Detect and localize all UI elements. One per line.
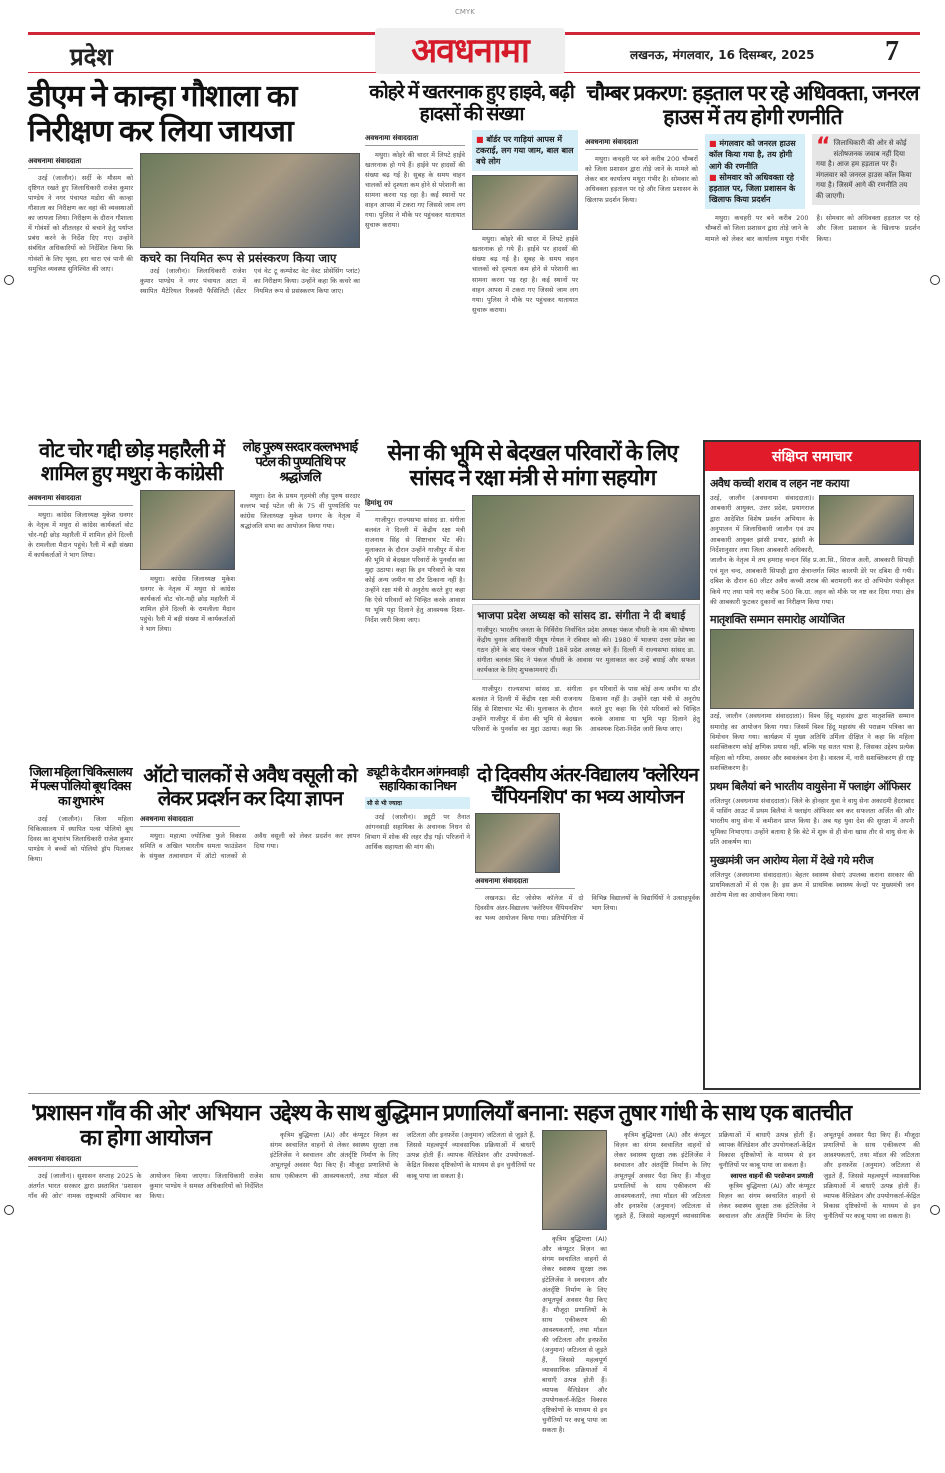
byline: अवधनामा संवाददाता bbox=[28, 157, 133, 169]
article-votechor bbox=[28, 440, 235, 760]
article-prashasan bbox=[28, 1100, 263, 1462]
brief-body: उरई, जालौन (अवधनामा संवाददाता)। विश्व हिंदू महासंघ द्वारा मातृशक्ति सम्मान समारोह का आयोजन किया गया। जिसमें विश्व हिंदू महासंघ की पराक्रम पत्रिका का विमोचन किया गया। कार्यक्रम में मुख्य अतिथि उर्मिला दीक्षित ने कहा कि महिला सशक्तिकरण कोई क्षणिक प्रयास नहीं, बल्कि यह सतत यात्रा है, जिसका उद्देश्य प्रत्येक महिला को गरिमा, अवसर और स्वावलंबन देना है। वास्तव में, नारी सशक्तिकरण ही राष्ट्र सशक्तिकरण है। bbox=[710, 712, 914, 773]
brief-body: ललितपुर (अवधनामा संवाददाता)। बेहतर स्वास्थ्य सेवाएं उपलब्ध कराना सरकार की प्राथमिकताओं में से एक है। इस क्रम में प्राथमिक स्वास्थ्य केन्द्रों पर मुख्यमंत्री जन आरोग्य मेला का आयोजन किया गया। bbox=[710, 870, 914, 900]
article-anganwadi bbox=[365, 765, 470, 1087]
photo-brief bbox=[819, 495, 914, 545]
article-body-cont: कृत्रिम बुद्धिमत्ता (AI) और कंप्यूटर विज़न का संगम स्वचालित वाहनों से लेकर स्वास्थ्य सुरक्षा तक इंटेलिजेंस ने स्वचालन और अंतर्दृष्टि निर्माण के लिए अभूतपूर्व अवसर पैदा किए हैं। मौजूदा प्रणालियों के साथ एकीकरण की आवश्यकताएँ, तथा मॉडल की जटिलता और इनफ़रेंस (अनुमान) जटिलता से जुड़ते हैं, जिससे महत्वपूर्ण व्यावसायिक प्रक्रियाओं में बाधाएँ उत्पन्न होती हैं। व्यापक वैलिडेशन और उपयोगकर्ता-केंद्रित विकास दृष्टिकोणों के माध्यम से इन चुनौतियों पर काबू पाया जा सकता है। स्वायत्त वाहनों की परसेप्शन प्रणाली कृत्रिम बुद्धिमत्ता (AI) और कंप्यूटर विज़न का संगम स्वचालित वाहनों से लेकर स्वास्थ्य सुरक्षा तक इंटेलिजेंस ने स्वचालन और अंतर्दृष्टि निर्माण के लिए अभूतपूर्व अवसर पैदा किए हैं। मौजूदा प्रणालियों के साथ एकीकरण की आवश्यकताएँ, तथा मॉडल की जटिलता और इनफ़रेंस (अनुमान) जटिलता से जुड़ते हैं, जिससे महत्वपूर्ण व्यावसायिक प्रक्रियाओं में बाधाएँ उत्पन्न होती हैं। व्यापक वैलिडेशन और उपयोगकर्ता-केंद्रित विकास दृष्टिकोणों के माध्यम से इन चुनौतियों पर काबू पाया जा सकता है। bbox=[614, 1131, 920, 1220]
highlight-box bbox=[472, 130, 578, 172]
caption-headline: भाजपा प्रदेश अध्यक्ष को सांसद डा. संगीता ने दी बधाई bbox=[477, 609, 686, 622]
section-title: प्रदेश bbox=[70, 45, 113, 71]
headline: ऑटो चालकों से अवैध वसूली को लेकर प्रदर्शन कर दिया ज्ञापन bbox=[143, 765, 357, 810]
headline: कोहरे में खतरनाक हुए हाइवे, बढ़ी हादसों की संख्या bbox=[369, 82, 574, 125]
brief-body: उरई, जालौन (अवधनामा संवाददाता)। आबकारी आयुक्त, उत्तर प्रदेश, प्रयागराज द्वारा आदेशित विशेष प्रवर्तन अभियान के अनुपालन में जिलाधिकारी जालौन एवं उप आबकारी आयुक्त झांसी प्रभार, झांसी के निर्देशानुसार तथा जिला आबकारी अधिकारी, जालौन के नेतृत्व में तय हमराह चन्दन सिंह प्र.आ.सि., सिराज अली, आबकारी सिपाही एवं मूल चन्द, आबकारी सिपाही द्वारा क्षेत्रान्तर्गत स्थित कालपी डेरे पर दबिश दी गयी। दबिश के दौरान 60 लीटर अवैध कच्ची शराब की बरामदगी कर दो अभियोग पंजीकृत किये गए तथा पाये गए करीब 500 कि.ग्रा. लहन को मौके पर नष्ट कर दिया गया। क्षेत्र की आबकारी फुटकर दुकानों का निरीक्षण किया गया। bbox=[710, 494, 914, 606]
short-news-title: संक्षिप्त समाचार bbox=[705, 442, 919, 471]
quote-icon: “ bbox=[816, 134, 831, 160]
photo-brief bbox=[710, 629, 914, 709]
article-body-cont: कृत्रिम बुद्धिमत्ता (AI) और कंप्यूटर विज़न का संगम स्वचालित वाहनों से लेकर स्वास्थ्य सुरक्षा तक इंटेलिजेंस ने स्वचालन और अंतर्दृष्टि निर्माण के लिए अभूतपूर्व अवसर पैदा किए हैं। मौजूदा प्रणालियों के साथ एकीकरण की आवश्यकताएँ, तथा मॉडल की जटिलता और इनफ़रेंस (अनुमान) जटिलता से जुड़ते हैं, जिससे महत्वपूर्ण व्यावसायिक प्रक्रियाओं में बाधाएँ उत्पन्न होती हैं। व्यापक वैलिडेशन और उपयोगकर्ता-केंद्रित विकास दृष्टिकोणों के माध्यम से इन चुनौतियों पर काबू पाया जा सकता है। bbox=[542, 1235, 607, 1435]
highlight: ■ मंगलवार को जनरल हाउस कॉल किया गया है, तय होगी आगे की रणनीति bbox=[709, 138, 801, 172]
subhead: स्वायत्त वाहनों की परसेप्शन प्रणाली bbox=[730, 1171, 814, 1180]
highlight-box bbox=[705, 134, 805, 209]
headline: जिला महिला चिकित्सालय में पल्स पोलियो बूथ दिवस का शुभारंभ bbox=[29, 765, 132, 808]
highlight: ■ सोमवार को अधिवक्ता रहे हड़ताल पर, जिला प्रशासन के खिलाफ किया प्रदर्शन bbox=[709, 172, 801, 206]
photo-sena bbox=[472, 495, 700, 600]
article-body: उरई (जालौन)। सर्दी के मौसम को दृष्टिगत रखते हुए जिलाधिकारी राजेश कुमार पाण्डेय ने नगर पंचायत मडोरा की कान्हा गौशाला का निरीक्षण कर वहां की व्यवस्थाओं का जायजा लिया। निरीक्षण के दौरान गौशाला में गोवंशों को शीतलहर से बचाने हेतु पर्याप्त प्रबंध करने के निर्देश दिए गए। उन्होंने संबंधित अधिकारियों को निर्देशित किया कि गोवंशों के लिए भूसा, हरा चारा एवं पानी की समुचित व्यवस्था सुनिश्चित की जाए। bbox=[28, 174, 133, 273]
headline: ड्यूटी के दौरान आंगनवाड़ी सहायिका का निधन bbox=[366, 765, 469, 794]
brief-body: ललितपुर (अवधनामा संवाददाता)। जिले के होनहार युवा ने वायु सेना अकादमी हैदराबाद में पासिंग आउट में प्रथम बिलैयां ने फ्लाइंग ऑफिसर बन कर सफलता अर्जित की और भारतीय वायु सेना में कमीशन प्राप्त किया है। अब यह युवा देश की सुरक्षा में अपनी भूमिका निभाएगा। उन्होंने बताया है कि बेटे में शुरू से ही सेना खास तौर से वायु सेना के प्रति आकर्षण था। bbox=[710, 796, 914, 847]
byline: अवधनामा संवाददाता bbox=[365, 134, 465, 146]
brief-headline: मुख्यमंत्री जन आरोग्य मेला में देखे गये मरीज bbox=[710, 853, 873, 867]
article-body: उरई (जालौन)। जिलाधिकारी राजेश कुमार पाण्डेय ने नगर पंचायत आटा में स्थापित मैटेरियल रिकवरी फैसिलिटी (सेंटर एवं वेट टू कम्पोस्ट वेट वेस्ट प्रोसेसिंग प्लांट) का निरीक्षण किया। उन्होंने कहा कि कचरे का नियमित रूप से प्रसंस्करण किया जाए। bbox=[140, 267, 360, 296]
caption-body: गाजीपुर। भारतीय जनता के निर्विरोध निर्वाचित प्रदेश अध्यक्ष पंकज चौधरी के नाम की घोषणा केंद्रीय चुनाव अधिकारी पीयूष गोयल ने रविवार को की। 1980 में भाजपा उत्तर प्रदेश का गठन होने के बाद पंकज चौधरी 18वें प्रदेश अध्यक्ष बने हैं। दिल्ली में राज्यसभा सांसद डा. संगीता बलवंत बिंद ने पंकज चौधरी के आवास पर मुलाकात कर उन्हें बधाई और सफल कार्यकाल के लिए शुभकामनाएं दीं। bbox=[477, 625, 695, 674]
registration-mark-icon bbox=[930, 275, 940, 285]
byline: हिमांशु राय bbox=[365, 499, 465, 511]
byline: अवधनामा संवाददाता bbox=[140, 815, 240, 827]
article-interview bbox=[270, 1100, 920, 1462]
registration-mark-icon bbox=[930, 1205, 940, 1215]
byline: अवधनामा संवाददाता bbox=[585, 138, 698, 150]
headline: 'प्रशासन गाँव की ओर' अभियान का होगा आयोजन bbox=[30, 1100, 261, 1151]
article-sena bbox=[365, 440, 700, 760]
article-body-cont: मथुरा। कांग्रेस जिलाध्यक्ष मुकेश धनगर के नेतृत्व में मथुरा से कांग्रेस कार्यकर्ता वोट चोर-गद्दी छोड़ महारैली में शामिल होने दिल्ली के रामलीला मैदान पहुंचे। रैली में बड़ी संख्या में कार्यकर्ताओं ने भाग लिया। bbox=[140, 575, 235, 634]
photo-interview bbox=[542, 1130, 607, 1230]
article-body: उरई (जालौन)। जिला महिला चिकित्सालय में स्थापित पल्स पोलियो बूथ दिवस का शुभारंभ जिलाधिकारी राजेश कुमार पाण्डेय ने बच्चों को पोलियो ड्रॉप पिलाकर किया। bbox=[28, 815, 133, 864]
article-auto bbox=[140, 765, 360, 1087]
brief-headline: अवैध कच्ची शराब व लहन नष्ट कराया bbox=[710, 477, 849, 490]
headline: सेना की भूमि से बेदखल परिवारों के लिए सांसद ने रक्षा मंत्री से मांगा सहयोग bbox=[387, 440, 678, 491]
sub-headline: कचरे का नियमित रूप से प्रसंस्करण किया जाए bbox=[140, 251, 337, 265]
dateline: लखनऊ, मंगलवार, 16 दिसम्बर, 2025 bbox=[630, 48, 815, 62]
article-body: उरई (जालौन)। सुशासन सप्ताह 2025 के अंतर्गत भारत सरकार द्वारा प्रस्तावित 'प्रशासन गाँव की ओर' नामक राष्ट्रव्यापी अभियान का आयोजन किया जाएगा। जिलाधिकारी राजेश कुमार पाण्डेय ने समस्त अधिकारियों को निर्देशित किया। bbox=[28, 1171, 263, 1200]
cmyk-mark: CMYK bbox=[455, 8, 475, 16]
byline: अवधनामा संवाददाता bbox=[28, 494, 133, 506]
quote-text: जिलाधिकारी की ओर से कोई संतोषजनक जवाब नहीं दिया गया है। आज हम हड़ताल पर हैं। मंगलवार को जनरल हाउस कॉल किया गया है। जिसमें आगे की रणनीति तय की जाएगी। bbox=[816, 139, 912, 200]
brief-headline: मातृशक्ति सम्मान समारोह आयोजित bbox=[710, 613, 845, 627]
article-body: मथुरा। कचहरी पर बने करीब 200 चौम्बरों को जिला प्रशासन द्वारा तोड़े जाने के मामले को लेकर बार कार्यालय मथुरा गंभीर है। सोमवार को अधिवक्ता हड़ताल पर रहे और जिला प्रशासन के खिलाफ प्रदर्शन किया। bbox=[585, 155, 698, 204]
headline: उद्देश्य के साथ बुद्धिमान प्रणालियाँ बनाना: सहज तुषार गांधी के साथ एक बातचीत bbox=[270, 1100, 852, 1125]
headline: दो दिवसीय अंतर-विद्यालय 'क्लेरियन चैंपियनशिप' का भव्य आयोजन bbox=[477, 765, 698, 808]
article-gaushala bbox=[28, 80, 360, 430]
article-body: मथुरा। देश के प्रथम गृहमंत्री लौह पुरुष सरदार वल्लभ भाई पटेल जी के 75 वीं पुण्यतिथि पर कांग्रेस जिलाध्यक्ष मुकेश धनगर के नेतृत्व में श्रद्धांजलि सभा का आयोजन किया गया। bbox=[240, 491, 360, 530]
article-body: मथुरा। महात्मा ज्योतिबा फुले विकास समिति व अखिल भारतीय समता फाउंडेशन के संयुक्त तत्वावधान में ऑटो चालकों से अवैध वसूली को लेकर प्रदर्शन कर ज्ञापन दिया गया। bbox=[140, 832, 360, 861]
byline: अवधनामा संवाददाता bbox=[28, 1155, 138, 1167]
headline: चौम्बर प्रकरण: हड़ताल पर रहे अधिवक्ता, जनरल हाउस में तय होगी रणनीति bbox=[586, 82, 919, 130]
highlight: ■ बॉर्डर पर गाड़ियां आपस में टकराई, लग गया जाम, बाल बाल बचे लोग bbox=[476, 134, 574, 168]
byline: अवधनामा संवाददाता bbox=[475, 877, 575, 889]
divider bbox=[28, 1093, 920, 1094]
article-polio bbox=[28, 765, 133, 1087]
article-body: उरई (जालौन)। ड्यूटी पर तैनात आंगनवाड़ी सहायिका के अचानक निधन से विभाग में शोक की लहर दौड़ गई। परिजनों ने आर्थिक सहायता की मांग की। bbox=[365, 812, 470, 851]
article-chamber bbox=[585, 82, 920, 430]
photo-kohra bbox=[472, 175, 578, 230]
photo-clarion bbox=[475, 813, 560, 873]
article-body: मथुरा। कांग्रेस जिलाध्यक्ष मुकेश धनगर के नेतृत्व में मथुरा से कांग्रेस कार्यकर्ता वोट चोर-गद्दी छोड़ महारैली में शामिल होने दिल्ली के रामलीला मैदान पहुंचे। रैली में बड़ी संख्या में कार्यकर्ताओं ने भाग लिया। bbox=[28, 511, 133, 560]
article-body: कृत्रिम बुद्धिमत्ता (AI) और कंप्यूटर विज़न का संगम स्वचालित वाहनों से लेकर स्वास्थ्य सुरक्षा तक इंटेलिजेंस ने स्वचालन और अंतर्दृष्टि निर्माण के लिए अभूतपूर्व अवसर पैदा किए हैं। मौजूदा प्रणालियों के साथ एकीकरण की आवश्यकताएँ, तथा मॉडल की जटिलता और इनफ़रेंस (अनुमान) जटिलता से जुड़ते हैं, जिससे महत्वपूर्ण व्यावसायिक प्रक्रियाओं में बाधाएँ उत्पन्न होती हैं। व्यापक वैलिडेशन और उपयोगकर्ता-केंद्रित विकास दृष्टिकोणों के माध्यम से इन चुनौतियों पर काबू पाया जा सकता है। bbox=[270, 1131, 535, 1180]
headline: डीएम ने कान्हा गौशाला का निरीक्षण कर लिया जायजा bbox=[28, 80, 297, 148]
article-body-cont: गाजीपुर। राज्यसभा सांसद डा. संगीता बलवंत ने दिल्ली में केंद्रीय रक्षा मंत्री राजनाथ सिंह से शिष्टाचार भेंट की। मुलाकात के दौरान उन्होंने गाजीपुर में सेना की भूमि से बेदखल परिवारों के पुनर्वास का मुद्दा उठाया। कहा कि इन परिवारों के पास कोई अन्य जमीन या ठौर ठिकाना नहीं है। उन्होंने रक्षा मंत्री से अनुरोध करते हुए कहा कि ऐसे परिवारों को चिन्हित करके आवास या भूमि पट्टा दिलाने हेतु आवश्यक दिशा-निर्देश जारी किया जाए। bbox=[472, 684, 700, 733]
article-clarion bbox=[475, 765, 700, 1087]
caption-box bbox=[472, 604, 700, 680]
headline: लोह पुरुष सरदार वल्लभभाई पटेल की पुण्यतिथि पर श्रद्धांजलि bbox=[242, 439, 358, 484]
photo-votechor bbox=[140, 490, 235, 570]
article-body: मथुरा। कोहरे की चादर में लिपटे हाईवे खतरनाक हो गये हैं। हाईवे पर हादसों की संख्या बढ़ गई है। सुबह के समय वाहन चालकों को दृश्यता कम होने से परेशानी का सामना करना पड़ रहा है। कई स्थानों पर वाहन आपस में टकरा गए जिससे जाम लग गया। पुलिस ने मौके पर पहुंचकर यातायात सुचारू कराया। bbox=[365, 150, 465, 230]
registration-mark-icon bbox=[4, 275, 14, 285]
brief-headline: प्रथम बिलैयां बने भारतीय वायुसेना में फ्लाइंग ऑफिसर bbox=[710, 779, 911, 793]
article-body: गाजीपुर। राज्यसभा सांसद डा. संगीता बलवंत ने दिल्ली में केंद्रीय रक्षा मंत्री राजनाथ सिंह से शिष्टाचार भेंट की। मुलाकात के दौरान उन्होंने गाजीपुर में सेना की भूमि से बेदखल परिवारों के पुनर्वास का मुद्दा उठाया। कहा कि इन परिवारों के पास कोई अन्य जमीन या ठौर ठिकाना नहीं है। उन्होंने रक्षा मंत्री से अनुरोध करते हुए कहा कि ऐसे परिवारों को चिन्हित करके आवास या भूमि पट्टा दिलाने हेतु आवश्यक दिशा-निर्देश जारी किया जाए। bbox=[365, 515, 465, 625]
article-kohra bbox=[365, 82, 578, 430]
quote-box bbox=[812, 134, 920, 205]
article-body-cont: मथुरा। कोहरे की चादर में लिपटे हाईवे खतरनाक हो गये हैं। हाईवे पर हादसों की संख्या बढ़ गई है। सुबह के समय वाहन चालकों को दृश्यता कम होने से परेशानी का सामना करना पड़ रहा है। कई स्थानों पर वाहन आपस में टकरा गए जिससे जाम लग गया। पुलिस ने मौके पर पहुंचकर यातायात सुचारू कराया। bbox=[472, 235, 578, 314]
newspaper-logo: अवधनामा bbox=[375, 28, 565, 74]
article-body-cont: मथुरा। कचहरी पर बने करीब 200 चौम्बरों को जिला प्रशासन द्वारा तोड़े जाने के मामले को लेकर बार कार्यालय मथुरा गंभीर है। सोमवार को अधिवक्ता हड़ताल पर रहे और जिला प्रशासन के खिलाफ प्रदर्शन किया। bbox=[705, 214, 920, 243]
info-box: सौ से भी ज्यादा bbox=[365, 797, 470, 809]
photo-gaushala bbox=[140, 153, 360, 248]
article-body: लखनऊ। सेंट जोसेफ कॉलेज में दो दिवसीय अंतर-विद्यालय 'क्लेरियन चैंपियनशिप' का भव्य आयोजन किया गया। प्रतियोगिता में विभिन्न विद्यालयों के विद्यार्थियों ने उत्साहपूर्वक भाग लिया। bbox=[475, 893, 700, 922]
registration-mark-icon bbox=[4, 1205, 14, 1215]
page-number: 7 bbox=[885, 36, 899, 67]
short-news-box bbox=[703, 440, 921, 1090]
article-patel bbox=[240, 440, 360, 760]
headline: वोट चोर गद्दी छोड़ महारैली में शामिल हुए मथुरा के कांग्रेसी bbox=[39, 440, 224, 485]
